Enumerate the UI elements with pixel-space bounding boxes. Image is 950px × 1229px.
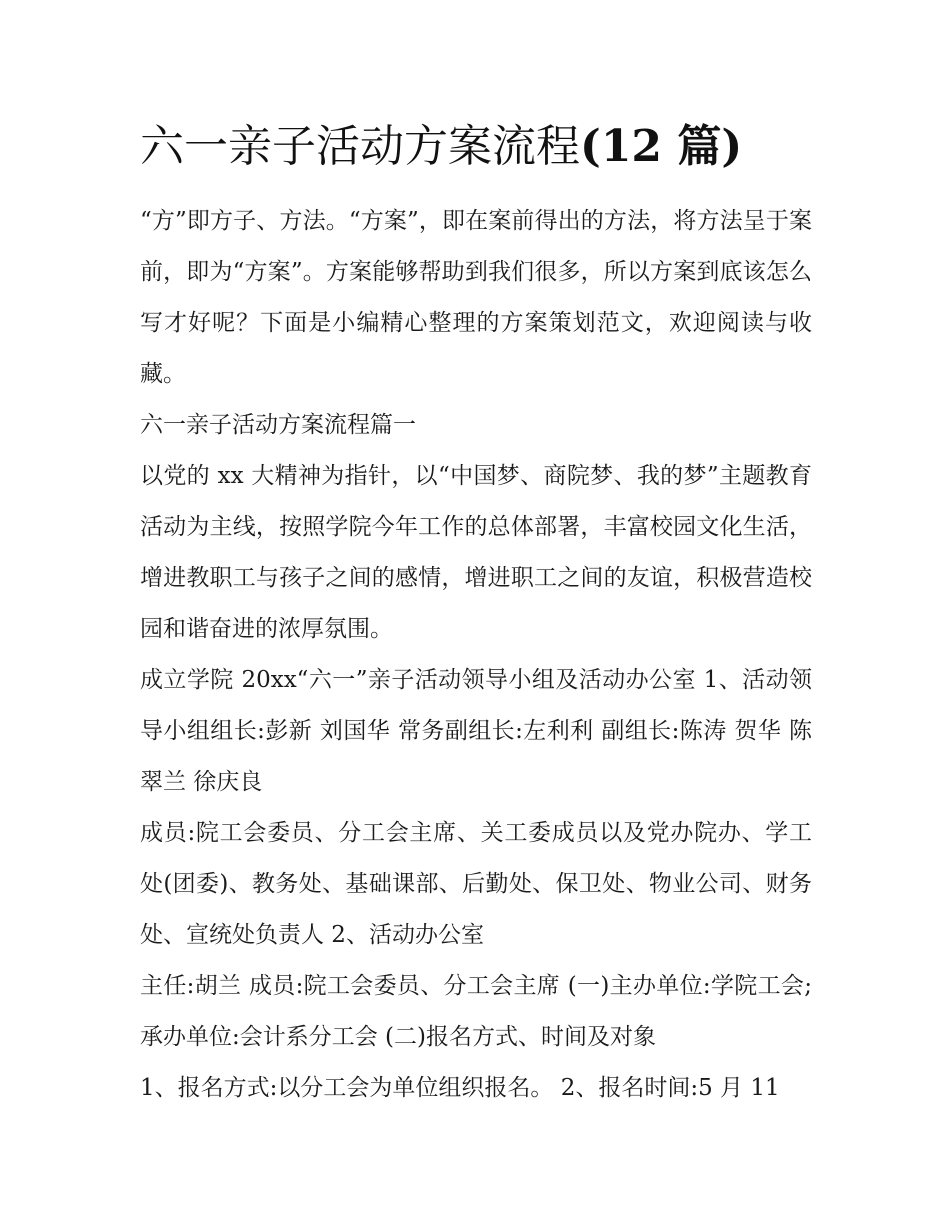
intro-paragraph: “方”即方子、方法。“方案”，即在案前得出的方法，将方法呈于案前，即为“方案”。方案能够帮助到我们很多，所以方案到底该怎么写才好呢？下面是小编精心整理的方案策划范文，欢迎阅读与收藏。 bbox=[140, 208, 812, 387]
body-paragraph: 成立学院 20xx“六一”亲子活动领导小组及活动办公室 1、活动领导小组组长:彭新 刘国华 常务副组长:左利利 副组长:陈涛 贺华 陈翠兰 徐庆良 bbox=[140, 667, 812, 795]
body-paragraph: 成员:院工会委员、分工会主席、关工委成员以及党办院办、学工处(团委)、教务处、基础课部、后勤处、保卫处、物业公司、财务处、宣统处负责人 2、活动办公室 bbox=[140, 820, 812, 948]
document-title bbox=[140, 112, 840, 182]
title-count: (12 篇) bbox=[580, 121, 743, 172]
document-body bbox=[140, 196, 812, 1114]
title-text: 六一亲子活动方案流程 bbox=[140, 121, 580, 172]
body-paragraph: 以党的 xx 大精神为指针，以“中国梦、商院梦、我的梦”主题教育活动为主线，按照学院今年工作的总体部署，丰富校园文化生活，增进教职工与孩子之间的感情，增进职工之间的友谊，积极营造校园和谐奋进的浓厚氛围。 bbox=[140, 463, 812, 642]
body-paragraph: 1、报名方式:以分工会为单位组织报名。 2、报名时间:5 月 11 bbox=[140, 1075, 780, 1101]
body-paragraph: 主任:胡兰 成员:院工会委员、分工会主席 (一)主办单位:学院工会;承办单位:会计系分工会 (二)报名方式、时间及对象 bbox=[140, 973, 812, 1050]
section-heading: 六一亲子活动方案流程篇一 bbox=[140, 412, 416, 438]
